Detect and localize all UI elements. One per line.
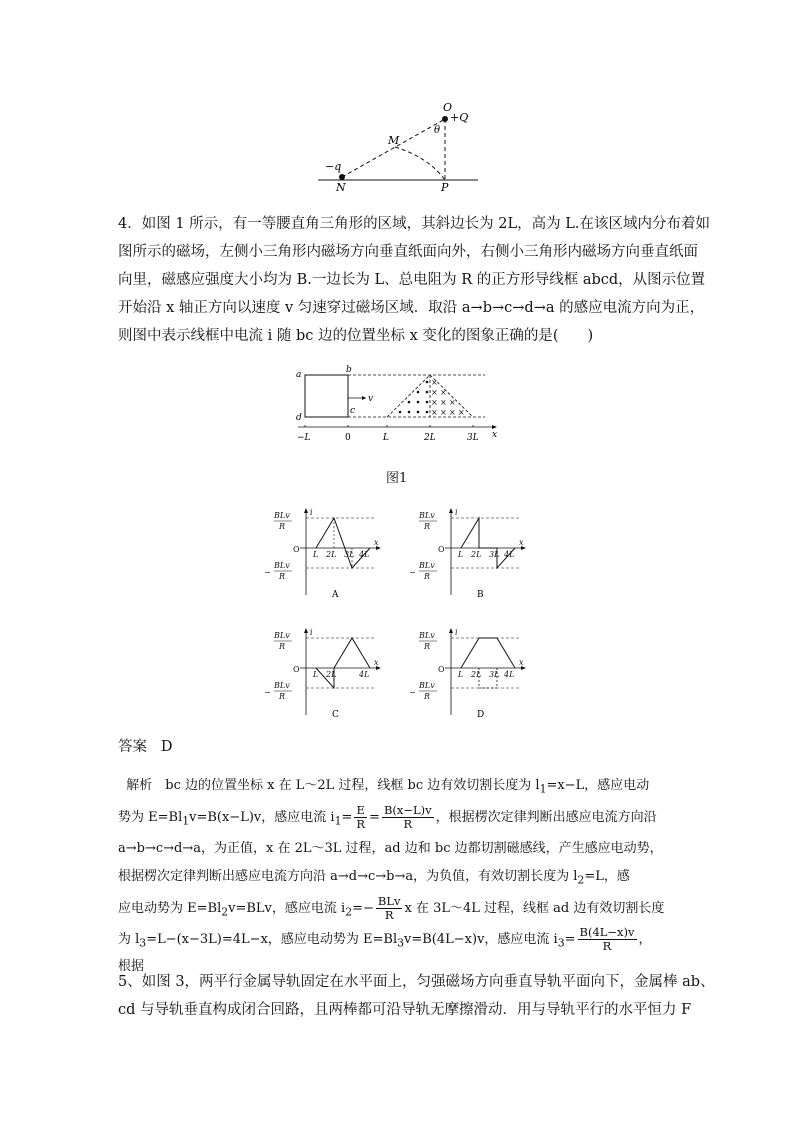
denominator: R [384,907,394,922]
text: =− [352,900,374,916]
question-5-line: cd 与导轨垂直构成闭合回路，且两棒都可沿导轨无摩擦滑动．用与导轨平行的水平恒力 F [118,1002,692,1018]
fraction [382,804,434,831]
tick-label: L [458,670,464,679]
subscript: 2 [577,873,585,887]
tick-label: L [313,550,319,559]
tick-label: 3L [489,670,500,679]
bottom-label-den: R [424,572,431,581]
question-4-line: 则图中表示线框中电流 i 随 bc 边的位置坐标 x 变化的图象正确的是( ) [118,328,594,344]
svg-text:×: × [458,408,465,417]
text: 为 l [118,932,140,948]
arc-MP [395,147,445,180]
figure-1-caption: 图1 [386,471,408,486]
tick-label: 4L [359,670,370,679]
question-4-line: 图所示的磁场，左侧小三角形内磁场方向垂直纸面向外，右侧小三角形内磁场方向垂直纸面 [118,244,698,260]
text: =L，感 [584,869,630,885]
option-d-curve-positive [461,638,515,668]
option-letter: B [477,590,484,600]
answer-line [118,735,172,756]
solution-line: 根据 [118,958,145,974]
minus-sign: − [409,568,416,577]
denominator: R [403,816,413,831]
label-M: M [388,134,400,147]
option-b-curve [461,518,515,568]
charge-q-dot [339,174,345,180]
tick-label: 2L [424,433,436,443]
bottom-label-num: BLv [274,561,290,570]
label-theta: θ [434,125,441,136]
label-a: a [296,370,302,380]
text: x 在 3L～4L 过程，线框 ad 边有效切割长度 [404,900,665,916]
bottom-label-num: BLv [419,561,435,570]
subscript: 3 [397,936,405,950]
top-label-num: BLv [274,511,290,520]
bottom-label-den: R [279,572,286,581]
top-label-den: R [279,642,286,651]
triangle-left-edge [387,375,430,417]
origin-label: O [438,665,445,674]
square-frame-abcd [305,375,348,417]
numerator: B(x−L)v [383,802,432,817]
tick-label: −L [297,433,311,443]
text: =L−(x−3L)=4L−x，感应电动势为 E=Bl [146,932,398,948]
text: = [341,809,353,825]
top-label-den: R [424,642,431,651]
y-axis-label: i [310,628,313,637]
origin-label: O [293,665,300,674]
subscript: 3 [139,936,147,950]
bottom-label-num: BLv [274,681,290,690]
text: 根据楞次定律判断出感应电流方向沿 a→d→c→b→a，为负值，有效切割长度为 l [118,869,578,885]
bottom-label-den: R [279,692,286,701]
tick-label: 0 [345,433,351,443]
minus-sign: − [264,688,271,697]
subscript: 1 [182,814,190,828]
numerator: E [354,804,367,818]
field-out-dots [399,381,429,414]
text: ， [638,932,652,948]
fraction [354,804,367,831]
tick-label: 4L [359,550,370,559]
bottom-label-den: R [424,692,431,701]
x-axis-arrowhead [492,425,497,429]
text: = [564,932,576,948]
tick-label: 3L [489,550,500,559]
option-c-curve [316,638,370,688]
denominator: R [356,816,366,831]
tick-label: 3L [467,433,479,443]
top-label-den: R [424,522,431,531]
svg-text:×: × [431,378,438,387]
svg-text:×: × [449,398,456,407]
denominator: R [602,939,612,954]
line-NO [342,119,445,177]
figure-1 [290,365,510,445]
subscript: 1 [334,814,342,828]
text: v=BLv，感应电流 i [228,900,346,916]
y-axis-label: i [455,628,458,637]
subscript: 1 [539,782,547,796]
answer-label: 答案 [118,739,147,755]
top-label-num: BLv [274,631,290,640]
fraction [578,926,637,953]
top-label-den: R [279,522,286,531]
svg-text:×: × [440,408,447,417]
text: =x−L，感应电动 [546,778,650,793]
fraction [376,895,403,922]
text: v=B(x−L)v，感应电流 i [189,809,335,825]
subscript: 2 [221,905,229,919]
x-axis-label: x [374,538,379,547]
tick-label: 4L [504,550,515,559]
minus-sign: − [409,688,416,697]
question-4-line: 开始沿 x 轴正方向以速度 v 匀速穿过磁场区域．取沿 a→b→c→d→a 的感应电流方向为正， [118,300,705,316]
x-axis-label: x [374,658,379,667]
y-axis-label: i [455,508,458,517]
top-label-num: BLv [419,631,435,640]
field-in-crosses [431,378,465,417]
solution-line [118,926,683,958]
y-axis-label: i [310,508,313,517]
solution-line [118,863,683,895]
svg-text:×: × [440,388,447,397]
origin-label: O [438,545,445,554]
top-label-num: BLv [419,511,435,520]
text: 应电动势为 E=Bl [118,900,222,916]
tick-label: 2L [326,670,337,679]
subscript: 2 [345,905,353,919]
charge-Q-dot [442,116,448,122]
x-axis-label: x [519,658,524,667]
option-c-graph [264,628,381,720]
label-c: c [350,406,356,416]
label-v: v [368,394,374,404]
bottom-label-num: BLv [419,681,435,690]
option-b-graph [409,508,526,600]
solution [118,772,683,976]
tick-label: 2L [471,670,482,679]
question-4-line: 4．如图 1 所示，有一等腰直角三角形的区域，其斜边长为 2L，高为 L.在该区域内分布着如 [118,216,710,232]
tick-label: 3L [344,550,355,559]
question-4 [118,210,710,350]
option-a-graph [264,508,381,600]
tick-label: 2L [326,550,337,559]
text: = [369,809,380,825]
label-q: −q [325,160,342,173]
label-P: P [441,181,449,194]
svg-text:×: × [431,388,438,397]
option-graphs [260,505,540,720]
option-letter: C [332,710,339,720]
option-letter: D [477,710,485,720]
svg-text:×: × [431,398,438,407]
origin-label: O [293,545,300,554]
velocity-arrowhead [362,396,366,400]
tick-label: L [313,670,319,679]
option-d-graph [409,628,526,720]
solution-line [118,804,683,836]
solution-line [118,772,683,804]
svg-text:×: × [440,398,447,407]
label-b: b [346,365,352,375]
axis-label-x: x [492,430,498,440]
label-d: d [296,413,302,423]
numerator: B(4L−x)v [579,925,635,940]
text: v=B(4L−x)v，感应电流 i [404,932,558,948]
question-5 [118,968,715,1024]
subscript: 3 [557,936,565,950]
question-4-line: 向里，磁感应强度大小均为 B.一边长为 L、总电阻为 R 的正方形导线框 abcd，从图示位置 [118,272,706,288]
option-a-curve [316,518,370,568]
minus-sign: − [264,568,271,577]
numerator: BLv [377,893,401,908]
text: ，根据楞次定律判断出感应电流方向沿 [435,809,657,825]
tick-label: 2L [471,550,482,559]
label-Q: +Q [450,111,469,124]
svg-text:×: × [431,408,438,417]
answer-value: D [160,739,173,755]
solution-line: a→b→c→d→a，为正值，x 在 2L～3L 过程，ad 边和 bc 边都切割磁感线，产生感应电动势， [118,841,663,857]
text: 势为 E=Bl [118,809,183,825]
solution-line [118,895,683,927]
text: 解析 bc 边的位置坐标 x 在 L～2L 过程，线框 bc 边有效切割长度为 l [126,778,540,793]
svg-text:×: × [449,408,456,417]
tick-label: 4L [504,670,515,679]
top-figure [300,95,500,195]
label-O: O [443,101,453,114]
question-5-line: 5、如图 3，两平行金属导轨固定在水平面上，匀强磁场方向垂直导轨平面向下，金属棒 ab、 [118,974,715,990]
tick-label: L [383,433,389,443]
x-axis-label: x [519,538,524,547]
label-N: N [336,181,346,194]
tick-label: L [458,550,464,559]
option-letter: A [332,590,339,600]
